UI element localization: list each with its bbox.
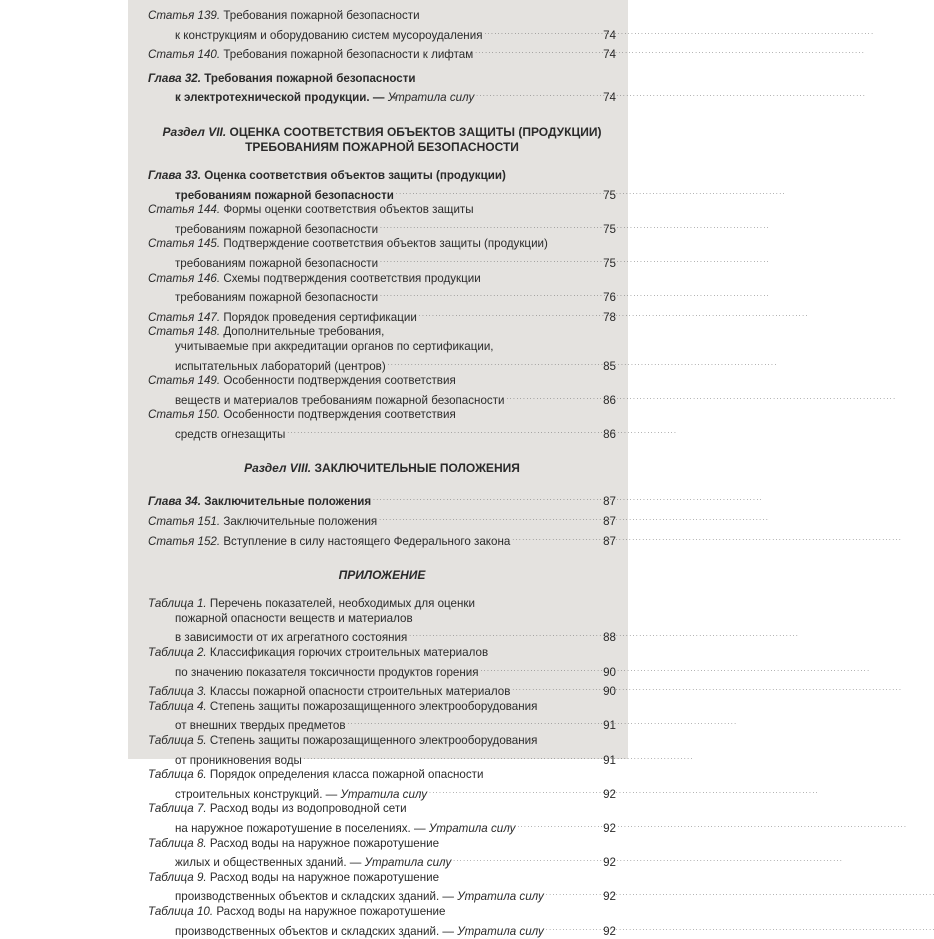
- page-number: 78: [603, 310, 616, 324]
- toc-entry-table-10: Таблица 10. Расход воды на наружное пожаротушение производственных объектов и складских зданий. — Утратила силу . . . 92: [148, 905, 616, 939]
- toc-entry-chapter-33: Глава 33. Оценка соответствия объектов защиты (продукции) требованиям пожарной безопасности . . . 75: [148, 169, 616, 203]
- page-number: 92: [603, 787, 616, 801]
- page-number: 76: [603, 291, 616, 305]
- appendix-heading: ПРИЛОЖЕНИЕ: [338, 568, 426, 583]
- page-number: 91: [603, 753, 616, 767]
- page-number: 74: [603, 28, 616, 42]
- toc-entry-chapter-34: Глава 34. Заключительные положения . . . 87: [148, 490, 616, 510]
- toc-entry-article-151: Статья 151. Заключительные положения . . . 87: [148, 510, 616, 530]
- toc-entry-article-150: Статья 150. Особенности подтверждения соответствия средств огнезащиты . . . 86: [148, 408, 616, 442]
- page-number: 75: [603, 188, 616, 202]
- page-number: 90: [603, 685, 616, 699]
- page-number: 74: [603, 48, 616, 62]
- page-number: 75: [603, 256, 616, 270]
- toc-entry-table-5: Таблица 5. Степень защиты пожарозащищенного электрооборудования от проникновения воды . . . 91: [148, 734, 616, 768]
- toc-entry-table-8: Таблица 8. Расход воды на наружное пожаротушение жилых и общественных зданий. — Утратила силу . . . 92: [148, 837, 616, 871]
- page-number: 87: [603, 495, 616, 509]
- toc-entry-table-1: Таблица 1. Перечень показателей, необходимых для оценки пожарной опасности веществ и материалов в зависимости от их агрегатного состояния . . . 88: [148, 597, 616, 646]
- page-number: 86: [603, 393, 616, 407]
- page-number: 92: [603, 856, 616, 870]
- toc-entry-article-147: Статья 147. Порядок проведения сертификации . . . 78: [148, 306, 616, 326]
- page-number: 92: [603, 924, 616, 938]
- page-number: 88: [603, 631, 616, 645]
- page-number: 91: [603, 719, 616, 733]
- page-number: 92: [603, 890, 616, 904]
- toc-entry-article-144: Статья 144. Формы оценки соответствия объектов защиты требованиям пожарной безопасности . . . 75: [148, 203, 616, 237]
- section-heading-viii: Раздел VIII. ЗАКЛЮЧИТЕЛЬНЫЕ ПОЛОЖЕНИЯ: [244, 461, 520, 476]
- book-page: [128, 0, 628, 938]
- toc-entry-article-146: Статья 146. Схемы подтверждения соответствия продукции требованиям пожарной безопасности . . . 76: [148, 272, 616, 306]
- page-number: 87: [603, 534, 616, 548]
- page-number: 74: [603, 91, 616, 105]
- table-of-contents: [148, 9, 616, 939]
- page-number: 85: [603, 359, 616, 373]
- toc-entry-article-148: Статья 148. Дополнительные требования, учитываемые при аккредитации органов по сертификации, испытательных лабораторий (центров) . . . 85: [148, 325, 616, 374]
- toc-entry-article-149: Статья 149. Особенности подтверждения соответствия веществ и материалов требованиям пожарной безопасности . . . 86: [148, 374, 616, 408]
- page-number: 90: [603, 665, 616, 679]
- toc-entry-chapter-32: Глава 32. Требования пожарной безопасности к электротехнической продукции. — Утратила силу . . . 74: [148, 72, 616, 106]
- toc-entry-table-3: Таблица 3. Классы пожарной опасности строительных материалов . . . 90: [148, 680, 616, 700]
- page-number: 86: [603, 427, 616, 441]
- toc-entry-article-152: Статья 152. Вступление в силу настоящего Федерального закона . . . 87: [148, 530, 616, 550]
- toc-entry-table-4: Таблица 4. Степень защиты пожарозащищенного электрооборудования от внешних твердых предметов . . . 91: [148, 700, 616, 734]
- toc-entry-article-139: Статья 139. Требования пожарной безопасности к конструкциям и оборудованию систем мусороудаления . . . 74: [148, 9, 616, 43]
- toc-entry-table-6: Таблица 6. Порядок определения класса пожарной опасности строительных конструкций. — Утратила силу . . . 92: [148, 768, 616, 802]
- page-number: 87: [603, 515, 616, 529]
- page-number: 75: [603, 222, 616, 236]
- section-heading-vii: Раздел VII. ОЦЕНКА СООТВЕТСТВИЯ ОБЪЕКТОВ ЗАЩИТЫ (ПРОДУКЦИИ) ТРЕБОВАНИЯМ ПОЖАРНОЙ БЕЗОПАСНОСТИ: [162, 124, 602, 154]
- toc-entry-table-9: Таблица 9. Расход воды на наружное пожаротушение производственных объектов и складских зданий. — Утратила силу . . . 92: [148, 871, 616, 905]
- toc-entry-article-145: Статья 145. Подтверждение соответствия объектов защиты (продукции) требованиям пожарной безопасности . . . 75: [148, 237, 616, 271]
- page-number: 92: [603, 821, 616, 835]
- toc-entry-table-2: Таблица 2. Классификация горючих строительных материалов по значению показателя токсичности продуктов горения . . . 90: [148, 646, 616, 680]
- toc-entry-table-7: Таблица 7. Расход воды из водопроводной сети на наружное пожаротушение в поселениях. — Утратила силу . . . 92: [148, 802, 616, 836]
- toc-entry-article-140: Статья 140. Требования пожарной безопасности к лифтам . . . 74: [148, 43, 616, 63]
